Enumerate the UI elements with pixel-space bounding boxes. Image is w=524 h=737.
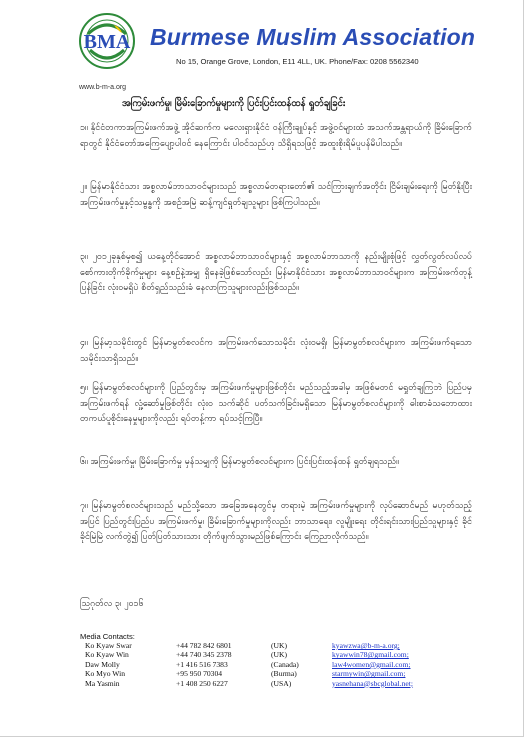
- contact-name: Ma Yasmin: [85, 678, 120, 688]
- contact-country: (USA): [271, 678, 292, 688]
- bma-logo-graphic: [78, 12, 136, 70]
- organization-address: No 15, Orange Grove, London, E11 4LL, UK. Phone/Fax: 0208 5562340: [176, 57, 419, 66]
- contact-email-link[interactable]: kyawzwa@b-m-a.org;: [332, 641, 400, 650]
- contact-phone: +44 782 842 6801: [176, 641, 232, 650]
- paragraph-6: ၆။ အကြမ်းဖက်မှု၊ မြိမ်းခြောက်မှု မှန်သမျှကို မြန်မာမွတ်စလင်များက ပြင်းပြင်းထန်ထန် ရှုတ်ချရသည်။: [80, 457, 399, 467]
- organization-name: Burmese Muslim Association: [150, 24, 476, 50]
- contact-country: (UK): [271, 641, 288, 650]
- media-contacts-title: Media Contacts:: [80, 632, 135, 641]
- contact-phone: +95 950 70304: [176, 669, 223, 679]
- paragraph-5: ၅။ မြန်မာမွတ်စလင်များကို ပြည်တွင်းမှ အကြမ်းဖက်မှုများဖြစ်တိုင်း မည်သည့်အခါမှ အဖြစ်မတင် မရှုတ်ချကြဘဲ ပြည်ပမှ အကြမ်းဖက်ရန် လှုံ့ဆော်မှုဖြစ်တိုင်း လုံးဝ သက်ဆိုင် ပတ်သက်ခြင်းမရှိသော မြန်မာမွတ်စလင်များကို ဓါးစာခံသဘောထား တကယ်ပူစိုင်းနေမှုများကိုလည်း ရပ်တန့်ကာ ရပ်သင့်ကြပြီ။: [80, 383, 472, 424]
- statement-headline: အကြမ်းဖက်မှု၊ မြိမ်းခြောက်မှုများကို ပြင်းပြင်းထန်ထန် ရှုတ်ချခြင်း: [122, 98, 346, 109]
- contact-name: Ko Myo Win: [85, 669, 126, 679]
- contact-name: Daw Molly: [85, 659, 120, 669]
- contact-email-link[interactable]: kyawwin78@gmail.com;: [332, 650, 409, 660]
- statement-date: ဩဂုတ်လ ၃၊ ၂၀၁၆: [80, 599, 144, 609]
- logo-text: BMA: [83, 31, 131, 53]
- paragraph-4: ၄။ မြန်မာ့သမိုင်းတွင် မြန်မာမွတ်စလင်က အကြမ်းဖက်သောသမိုင်း လုံးဝမရှိ၊ မြန်မာမွတ်စလင်များက အကြမ်းဖက်ရသော သမိုင်းသာရှိသည်။: [80, 338, 472, 364]
- paragraph-1: ၁။ နိုင်ငံတကာအကြမ်းဖက်အဖွဲ့ အိုင်ဆက်က မလေးရှားနိုင်ငံ ဝန်ကြီးချုပ်နှင့် အဖွဲ့ဝင်များထံ အသက်အန္တရာယ်ကို ခြိမ်းခြောက်ရာတွင် နိုင်ငံတော်အကြေပျော့ပါဝင် နေကြောင်း ပါဝင်သည်ဟု သိရှိရသဖြင့် အထူးစိုးရိမ်ပူပန်မိပါသည်။: [80, 123, 472, 149]
- organization-website: www.b-m-a.org: [79, 84, 127, 91]
- bma-logo: [78, 12, 136, 70]
- contact-name: Ko Kyaw Win: [85, 650, 129, 660]
- contact-email-link[interactable]: starmywin@gmail.com;: [332, 669, 406, 679]
- paragraph-2: ၂။ မြန်မာနိုင်ငံသား အစ္စလာမ်ဘာသာဝင်များသည် အစ္စလာမ်တရားတော်၏ သင်ကြားချက်အတိုင်း ငြိမ်းချမ်းရေးကို မြတ်နိုးပြီး အကြမ်းဖက်မှုနှင့်သမ္ဗန္ဓကို အစဉ်အမြဲ ဆန့်ကျင်ရှုတ်ချသူများ ဖြစ်ကြပါသည်။: [80, 182, 472, 208]
- contact-country: (Canada): [271, 659, 299, 669]
- contact-phone: +1 408 250 6227: [176, 678, 228, 688]
- contact-phone: +1 416 516 7383: [176, 659, 228, 669]
- paragraph-7: ၇။ မြန်မာမွတ်စလင်များသည် မည်သို့သော အခြေအနေတွင်မှ တရားမဲ့ အကြမ်းဖက်မှုများကို လုပ်ဆောင်မည် မဟုတ်သည့်အပြင် ပြည်တွင်းပြည်ပ အကြမ်းဖက်မှု၊ ခြိမ်းခြောက်မှုများကိုလည်း ဘာသာရေး၊ လူမျိုးရေး တိုင်းရင်းသားပြည်သူများနှင့် ခိုင်ခိုင်မြဲမြဲ လက်တွဲ၍ ပြတ်ပြတ်သားသား တိုက်ဖျက်သွားမည်ဖြစ်ကြောင်း ကြေညာလိုက်သည်။: [80, 501, 472, 542]
- paragraph-3: ၃။ ၂၀၁၂ခုနှစ်မှစ၍ ယနေ့တိုင်အောင် အစ္စလာမ်ဘာသာဝင်များနှင့် အစ္စလာမ်ဘာသာကို နည်းမျိုးစုံဖြင့် လွှတ်လွတ်လပ်လပ် စော်ကားတိုက်ခိုက်မှုများ နေ့စဉ်နဲ့အမျှ ရှိနေခဲ့ဖြစ်သော်လည်း မြန်မာနိုင်ငံသား အစ္စလာမ်ဘာသာဝင်များက အကြမ်းဖက်တုန့်ပြန်ခြင်း လုံးဝမရှိပဲ စိတ်ရှည်သည်းခံ နေလာကြသူများလည်းဖြစ်သည်။: [80, 252, 472, 293]
- contact-email-link[interactable]: law4women@gmail.com;: [332, 659, 411, 669]
- contact-name: Ko Kyaw Swar: [85, 641, 132, 650]
- contact-email-link[interactable]: yasnehana@sbcglobal.net;: [332, 678, 414, 688]
- contact-country: (Burma): [271, 669, 297, 679]
- contact-phone: +44 740 345 2378: [176, 650, 232, 660]
- contact-country: (UK): [271, 650, 288, 660]
